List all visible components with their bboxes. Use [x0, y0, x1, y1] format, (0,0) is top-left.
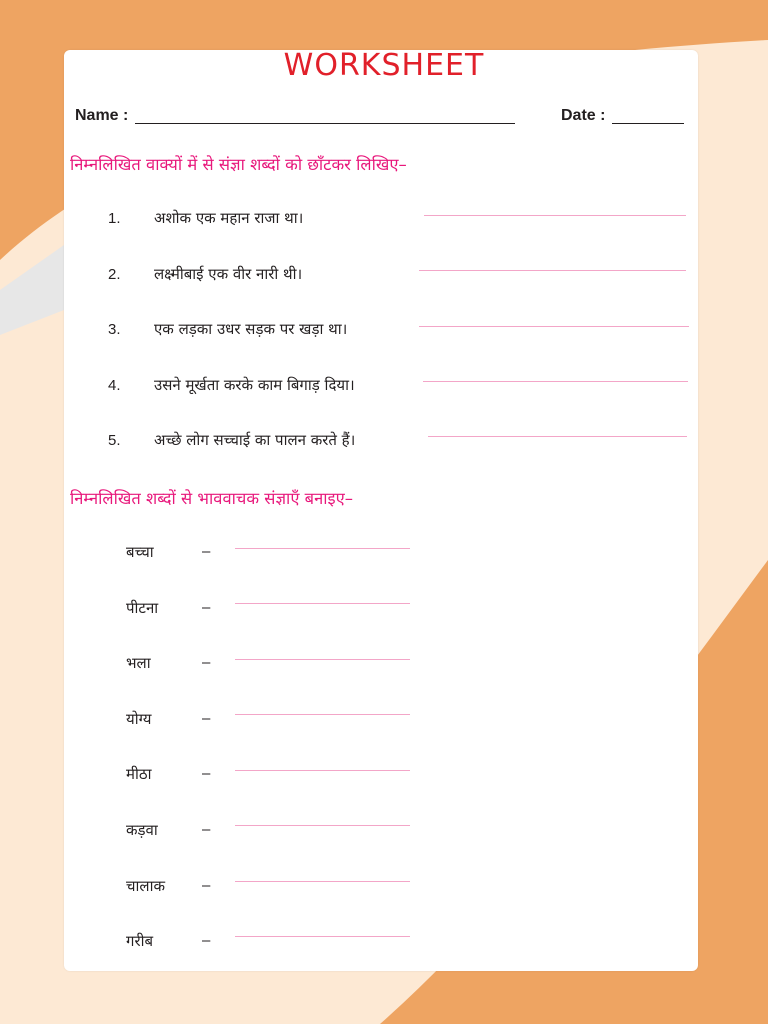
answer-line[interactable] [235, 770, 410, 771]
word-item: भला [126, 654, 151, 672]
date-field[interactable] [612, 123, 684, 124]
answer-line[interactable] [235, 825, 410, 826]
word-item: योग्य [126, 710, 152, 728]
question-number: 4. [108, 377, 121, 394]
name-field[interactable] [135, 123, 515, 124]
dash: – [202, 654, 211, 671]
question-number: 1. [108, 210, 121, 227]
name-label: Name : [75, 107, 129, 124]
word-item: मीठा [126, 765, 152, 783]
section1-heading: निम्नलिखित वाक्यों में से संज्ञा शब्दों को छाँटकर लिखिए– [70, 155, 407, 174]
worksheet-title: WORKSHEET [283, 48, 485, 83]
dash: – [202, 599, 211, 616]
answer-line[interactable] [235, 603, 410, 604]
word-item: बच्चा [126, 543, 154, 561]
date-label: Date : [561, 107, 606, 124]
answer-line[interactable] [235, 881, 410, 882]
answer-line[interactable] [424, 215, 686, 216]
question-text: एक लड़का उधर सड़क पर खड़ा था। [154, 320, 348, 338]
answer-line[interactable] [419, 326, 689, 327]
dash: – [202, 932, 211, 949]
question-text: लक्ष्मीबाई एक वीर नारी थी। [154, 265, 303, 283]
dash: – [202, 821, 211, 838]
answer-line[interactable] [235, 936, 410, 937]
word-item: चालाक [126, 877, 165, 895]
word-item: पीटना [126, 599, 159, 617]
section2-heading: निम्नलिखित शब्दों से भाववाचक संज्ञाएँ बनाइए– [70, 489, 354, 508]
question-number: 2. [108, 266, 121, 283]
question-text: उसने मूर्खता करके काम बिगाड़ दिया। [154, 376, 355, 394]
worksheet-paper [64, 50, 698, 971]
question-text: अशोक एक महान राजा था। [154, 209, 304, 227]
answer-line[interactable] [423, 381, 688, 382]
answer-line[interactable] [235, 714, 410, 715]
question-number: 3. [108, 321, 121, 338]
question-text: अच्छे लोग सच्चाई का पालन करते हैं। [154, 431, 356, 449]
word-item: गरीब [126, 932, 154, 950]
dash: – [202, 710, 211, 727]
dash: – [202, 765, 211, 782]
word-item: कड़वा [126, 821, 158, 839]
answer-line[interactable] [419, 270, 686, 271]
answer-line[interactable] [235, 659, 410, 660]
dash: – [202, 543, 211, 560]
dash: – [202, 877, 211, 894]
answer-line[interactable] [428, 436, 687, 437]
question-number: 5. [108, 432, 121, 449]
answer-line[interactable] [235, 548, 410, 549]
